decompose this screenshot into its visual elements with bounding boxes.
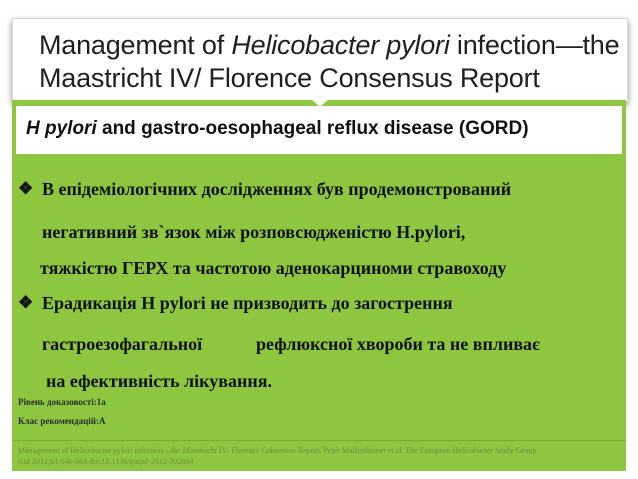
title-line-1: Management of Helicobacter pylori infection—the (39, 30, 620, 60)
footer-citation-line-1: Management of Helicobacter pylori infection—the Maastricht IV/ Florence Consensus Report. Peter Malfertheiner et al. The European Helicobacter Study Group (18, 446, 537, 455)
footer (12, 440, 626, 471)
title-box (12, 18, 628, 102)
checkmark-bullet-icon: ❖ (18, 179, 34, 198)
evidence-level: Рівень доказовості:1a (18, 397, 106, 407)
title-italic: Helicobacter pylori (231, 30, 450, 60)
recommendation-grade: Клас рекомендацій:A (18, 416, 106, 426)
subtitle: H pylori and gastro-oesophageal reflux disease (GORD) (26, 118, 529, 139)
checkmark-bullet-icon: ❖ (18, 293, 34, 312)
content-panel: ❖ В епідеміологічних дослідженнях був продемонстрований негативний зв`язок між розповсюдженістю H.pylori, тяжкістю ГЕРХ та частотою аденокарциноми стравоходу ❖ Ерадикація H pylori не призводить до загострення гастроезофагальної рефлюксної хвороби та не впливає на ефективність лікування. Рівень доказовості:1a Клас рекомендацій:A (12, 154, 626, 440)
title-line-2: Maastricht IV/ Florence Consensus Report (39, 63, 540, 93)
footer-citation-line-2: Gut 2012;61:646-664 doi:10.1136/gutjnl-2012-302084 (18, 457, 194, 466)
subtitle-band (12, 106, 626, 154)
